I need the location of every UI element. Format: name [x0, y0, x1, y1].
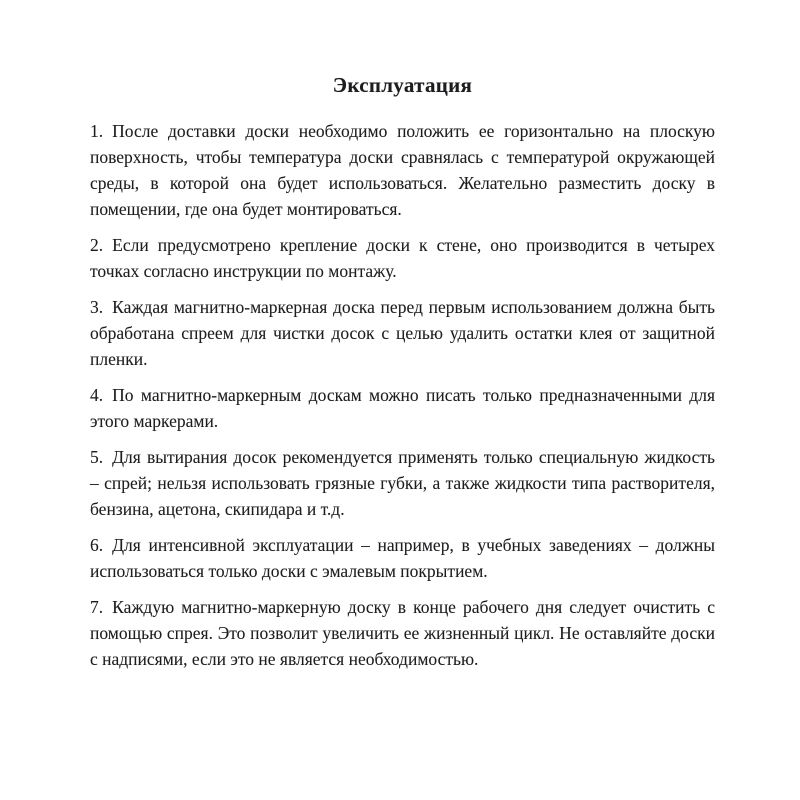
- paragraph-number: 1.: [90, 121, 104, 141]
- instruction-paragraph-6: [90, 532, 715, 584]
- instruction-paragraph-3: [90, 294, 715, 372]
- paragraph-text: По магнитно-маркерным доскам можно писать только предназначенными для этого маркерами.: [90, 385, 715, 431]
- instruction-paragraph-4: [90, 382, 715, 434]
- paragraph-text: Каждая магнитно-маркерная доска перед первым использованием должна быть обработана спреем для чистки досок с целью удалить остатки клея от защитной пленки.: [90, 297, 715, 369]
- paragraph-text: Если предусмотрено крепление доски к стене, оно производится в четырех точках согласно инструкции по монтажу.: [90, 235, 715, 281]
- paragraph-text: Для вытирания досок рекомендуется применять только специальную жидкость – спрей; нельзя использовать грязные губки, а также жидкости типа растворителя, бензина, ацетона, скипидара и т.д.: [90, 447, 715, 519]
- paragraph-text: Каждую магнитно-маркерную доску в конце рабочего дня следует очистить с помощью спрея. Это позволит увеличить ее жизненный цикл. Не оставляйте доски с надписями, если это не является необходимостью.: [90, 597, 715, 669]
- document-title: Эксплуатация: [332, 73, 473, 97]
- instruction-paragraph-1: [90, 118, 715, 222]
- instruction-paragraph-2: [90, 232, 715, 284]
- paragraph-number: 2.: [90, 235, 104, 255]
- paragraph-number: 7.: [90, 597, 104, 617]
- paragraph-text: После доставки доски необходимо положить ее горизонтально на плоскую поверхность, чтобы температура доски сравнялась с температурой окружающей среды, в которой она будет использоваться. Желательно разместить доску в помещении, где она будет монтироваться.: [90, 121, 715, 219]
- instruction-paragraph-5: [90, 444, 715, 522]
- instruction-paragraph-7: [90, 594, 715, 672]
- paragraph-number: 4.: [90, 385, 104, 405]
- paragraph-text: Для интенсивной эксплуатации – например, в учебных заведениях – должны использоваться только доски с эмалевым покрытием.: [90, 535, 715, 581]
- paragraph-number: 6.: [90, 535, 104, 555]
- paragraph-number: 5.: [90, 447, 104, 467]
- document-content: [90, 72, 715, 682]
- paragraph-number: 3.: [90, 297, 104, 317]
